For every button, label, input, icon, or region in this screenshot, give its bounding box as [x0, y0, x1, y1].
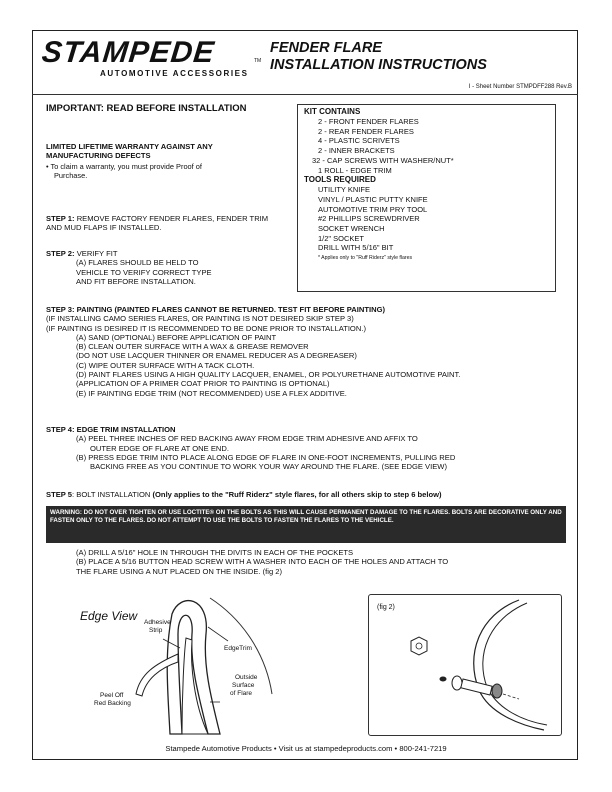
flare-inner-outline — [483, 603, 547, 725]
header-divider — [32, 94, 578, 95]
step-4-b1: (B) PRESS EDGE TRIM INTO PLACE ALONG EDGE OF FLARE IN ONE-FOOT INCREMENTS, PULLING RED — [76, 452, 456, 462]
assembly-guide-line — [503, 694, 519, 699]
kit-item: 2 - FRONT FENDER FLARES — [318, 117, 419, 126]
kit-footnote: * Applies only to "Ruff Riderz" style flares — [318, 255, 413, 262]
edge-view-title: Edge View — [80, 609, 138, 623]
step-5-b2: THE FLARE USING A NUT PLACED ON THE INSIDE. (fig 2) — [76, 566, 283, 576]
title-line-1: FENDER FLARE — [270, 40, 382, 56]
edgetrim-leader-line — [208, 627, 228, 641]
step-4-a1: (A) PEEL THREE INCHES OF RED BACKING AWAY FROM EDGE TRIM ADHESIVE AND AFFIX TO — [76, 434, 418, 444]
step-3-b: (B) CLEAN OUTER SURFACE WITH A WAX & GREASE REMOVER — [76, 342, 309, 352]
step-3-note-2: (IF PAINTING IS DESIRED IT IS RECOMMENDED TO BE DONE PRIOR TO INSTALLATION.) — [46, 323, 366, 333]
step-2-a2: VEHICLE TO VERIFY CORRECT TYPE — [76, 267, 212, 277]
outside-label-2: Surface — [232, 682, 255, 689]
step-3-d2: (APPLICATION OF A PRIMER COAT PRIOR TO PAINTING IS OPTIONAL) — [76, 379, 330, 389]
step-5-text: : BOLT INSTALLATION — [72, 490, 153, 499]
tool-item: #2 PHILLIPS SCREWDRIVER — [318, 214, 420, 224]
step-2 — [46, 249, 286, 286]
outside-label-3: of Flare — [230, 690, 253, 697]
warranty-line-2: Purchase. — [54, 171, 88, 180]
kit-item: 2 - REAR FENDER FLARES — [318, 126, 414, 136]
kit-item: 32 - CAP SCREWS WITH WASHER/NUT* — [312, 155, 454, 165]
peel-label-2: Red Backing — [94, 700, 131, 707]
warranty-body — [46, 162, 246, 180]
step-5-a: (A) DRILL A 5/16" HOLE IN THROUGH THE DIVITS IN EACH OF THE POCKETS — [76, 548, 354, 557]
adhesive-label-2: Strip — [149, 627, 163, 634]
stampede-logo — [40, 36, 262, 80]
step-4 — [46, 425, 571, 471]
step-3-d: (D) PAINT FLARES USING A HIGH QUALITY LACQUER, ENAMEL, OR POLYURETHANE AUTOMOTIVE PAINT. — [76, 370, 461, 380]
document-title — [270, 40, 487, 74]
screw-head — [492, 684, 502, 698]
kit-contents-box — [297, 104, 556, 292]
important-notice: IMPORTANT: READ BEFORE INSTALLATION — [46, 103, 247, 114]
tools-heading: TOOLS REQUIRED — [304, 175, 376, 185]
step-4-heading: STEP 4: EDGE TRIM INSTALLATION — [46, 425, 176, 434]
drill-hole — [440, 677, 447, 682]
kit-item: 4 - PLASTIC SCRIVETS — [318, 136, 400, 146]
fig-2-label: (fig 2) — [377, 604, 395, 611]
fig-2-diagram — [369, 595, 561, 735]
step-3-e: (E) IF PAINTING EDGE TRIM (NOT RECOMMENDED) USE A FLEX ADDITIVE. — [76, 388, 347, 398]
warning-banner: WARNING: DO NOT OVER TIGHTEN OR USE LOCTITE® ON THE BOLTS AS THIS WILL CAUSE PERMANENT DAMAGE TO THE FLARES. BOLTS ARE DECORATIVE ONLY AND FASTEN ONLY TO THE FLARES. DO NOT ATTEMPT TO USE THE BOLTS TO FASTEN THE FLARES TO THE VEHICLE. — [46, 506, 566, 543]
step-2-text: VERIFY FIT — [76, 249, 118, 258]
step-4-a2: OUTER EDGE OF FLARE AT ONE END. — [90, 443, 229, 453]
step-3-note-1: (IF INSTALLING CAMO SERIES FLARES, OR PAINTING IS NOT DESIRED SKIP STEP 3) — [46, 314, 354, 324]
step-4-b2: BACKING FREE AS YOU CONTINUE TO WORK YOUR WAY AROUND THE FLARE. (SEE EDGE VIEW) — [90, 462, 447, 472]
tool-item: SOCKET WRENCH — [318, 224, 385, 234]
step-5-label: STEP 5 — [46, 490, 73, 499]
step-2-a1: (A) FLARES SHOULD BE HELD TO — [76, 258, 199, 268]
logo-subtitle: AUTOMOTIVE ACCESSORIES — [100, 69, 249, 78]
step-5 — [46, 490, 571, 499]
kit-item: 1 ROLL - EDGE TRIM — [318, 165, 392, 175]
step-1 — [46, 214, 276, 233]
kit-item: 2 - INNER BRACKETS — [318, 146, 395, 156]
logo-trademark: TM — [254, 58, 262, 64]
nut-icon — [411, 637, 427, 655]
tool-item: DRILL WITH 5/16" BIT — [318, 243, 394, 253]
step-2-a3: AND FIT BEFORE INSTALLATION. — [76, 276, 196, 286]
edge-view-diagram — [60, 594, 280, 744]
tool-item: VINYL / PLASTIC PUTTY KNIFE — [318, 194, 428, 204]
step-5-b1: (B) PLACE A 5/16 BUTTON HEAD SCREW WITH A WASHER INTO EACH OF THE HOLES AND ATTACH TO — [76, 557, 449, 567]
step-3-b2: (DO NOT USE LACQUER THINNER OR ENAMEL REDUCER AS A DEGREASER) — [76, 351, 357, 361]
tool-item: 1/2" SOCKET — [318, 233, 365, 243]
warranty-heading: LIMITED LIFETIME WARRANTY AGAINST ANY MANUFACTURING DEFECTS — [46, 142, 213, 160]
logo-text: STAMPEDE — [40, 36, 217, 69]
adhesive-label: Adhesive — [144, 619, 171, 626]
step-1-label: STEP 1: — [46, 214, 75, 223]
peel-label: Peel Off — [100, 692, 124, 699]
step-3 — [46, 305, 571, 398]
tool-item: AUTOMOTIVE TRIM PRY TOOL — [318, 204, 428, 214]
step-3-c: (C) WIPE OUTER SURFACE WITH A TACK CLOTH. — [76, 360, 255, 370]
step-5-note: (Only applies to the "Ruff Riderz" style flares, for all others skip to step 6 below) — [152, 490, 442, 499]
step-5-instructions — [46, 548, 571, 576]
sheet-number: I - Sheet Number STMPDFF288 Rev.B — [468, 84, 572, 90]
fig-2-box — [368, 594, 562, 736]
tool-item: UTILITY KNIFE — [318, 185, 370, 195]
step-1-text: REMOVE FACTORY FENDER FLARES, FENDER TRIM AND MUD FLAPS IF INSTALLED. — [46, 214, 269, 233]
outside-label: Outside — [235, 674, 258, 681]
warranty-line-1: • To claim a warranty, you must provide Proof of — [46, 162, 202, 171]
step-2-label: STEP 2: — [46, 249, 75, 258]
footer: Stampede Automotive Products • Visit us at stampedeproducts.com • 800-241-7219 — [165, 744, 447, 753]
step-3-heading: STEP 3: PAINTING (PAINTED FLARES CANNOT BE RETURNED. TEST FIT BEFORE PAINTING) — [46, 305, 386, 314]
title-line-2: INSTALLATION INSTRUCTIONS — [270, 57, 487, 73]
step-3-a: (A) SAND (OPTIONAL) BEFORE APPLICATION OF PAINT — [76, 332, 277, 342]
kit-heading: KIT CONTAINS — [304, 107, 361, 116]
edgetrim-label: EdgeTrim — [224, 645, 252, 652]
